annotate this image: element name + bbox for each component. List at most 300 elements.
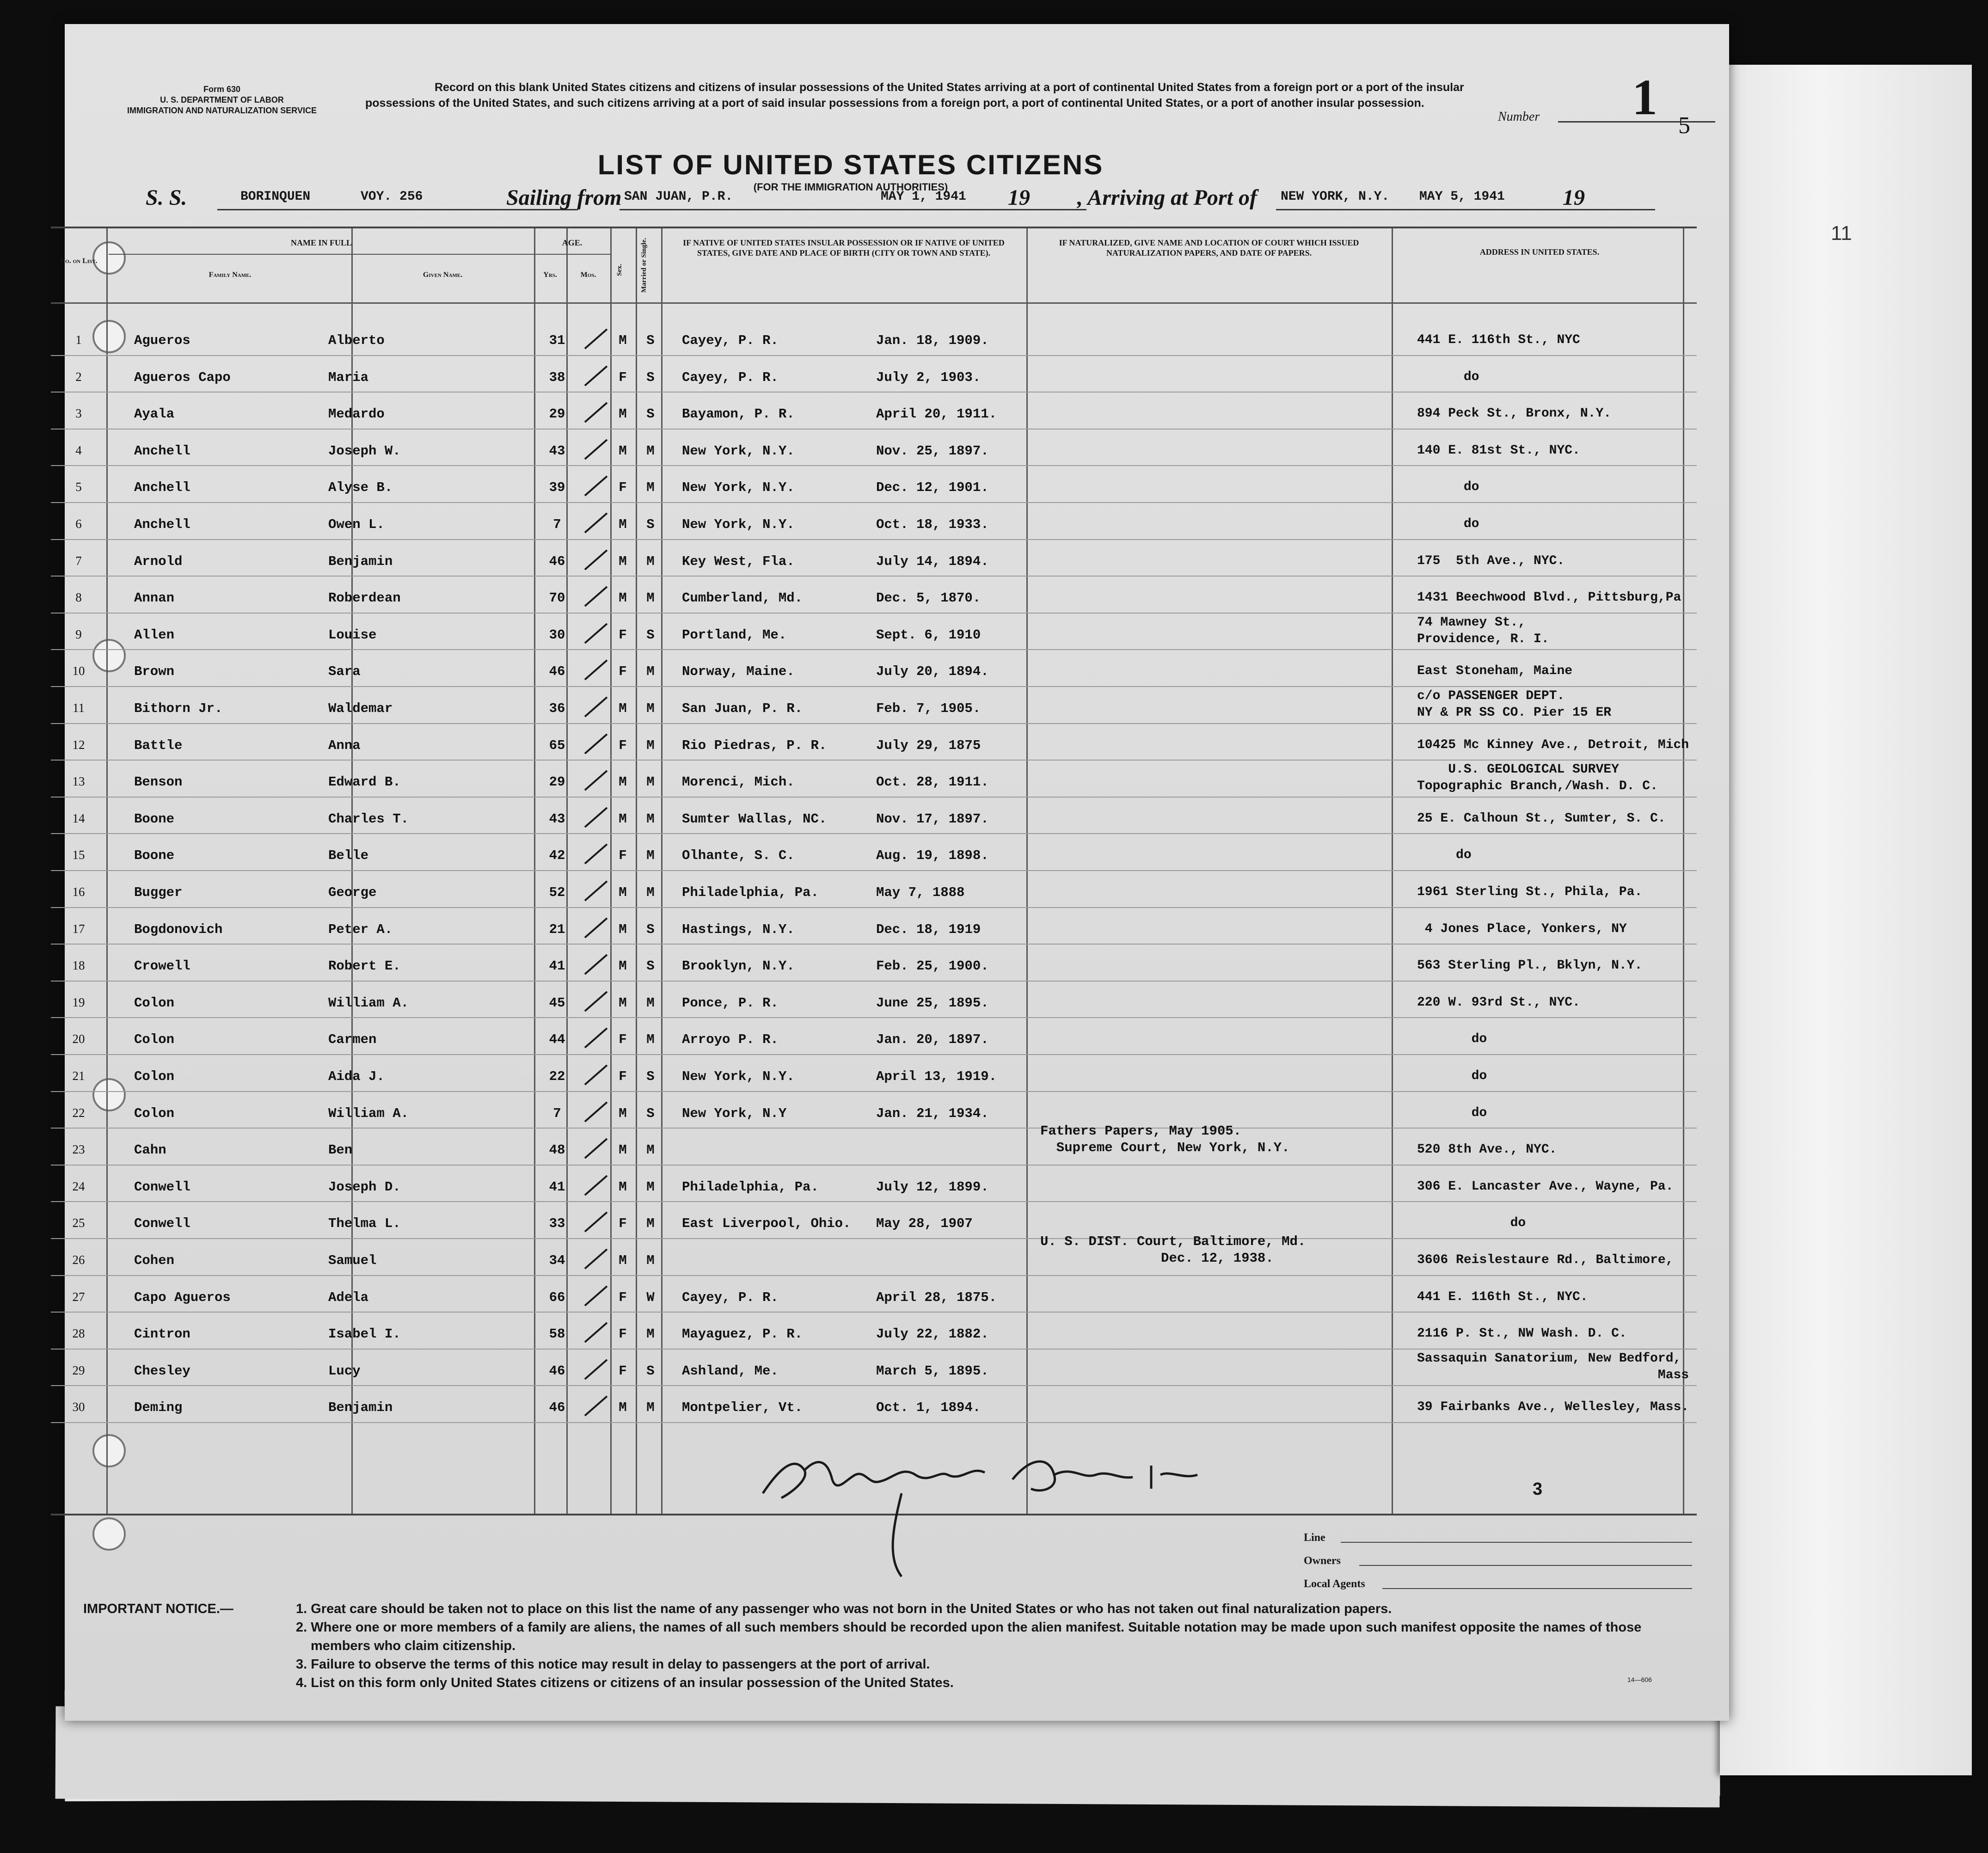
birth-place: New York, N.Y: [682, 1105, 787, 1121]
family-name: Allen: [134, 627, 175, 643]
notice-item: 2. Where one or more members of a family are aliens, the names of all such members should be recorded upon the alien manifest. Suitable notation may be made upon such manifest opposite the names of those members who claim citizenship.: [296, 1620, 1642, 1653]
form-number: Form 630: [203, 85, 241, 94]
family-name: Deming: [134, 1400, 183, 1416]
marital-status: M: [646, 664, 655, 680]
family-name: Brown: [134, 664, 175, 680]
given-name: Lucy: [328, 1363, 361, 1379]
age-years: 46: [549, 553, 565, 569]
table-row: [51, 577, 1697, 613]
age-years: 46: [549, 1400, 565, 1416]
row-number: 4: [75, 443, 82, 457]
marital-status: M: [646, 443, 655, 459]
sex-value: F: [619, 1032, 627, 1048]
sex-value: M: [619, 995, 627, 1011]
marital-status: M: [646, 1032, 655, 1048]
sex-value: M: [619, 517, 627, 532]
birth-place: Morenci, Mich.: [682, 774, 795, 790]
family-name: Cahn: [134, 1142, 166, 1158]
check-mark: [580, 1137, 617, 1160]
col-name-in-full: NAME IN FULL: [290, 238, 352, 247]
age-years: 34: [549, 1253, 565, 1268]
check-mark: [580, 1247, 617, 1270]
sex-value: F: [619, 664, 627, 680]
marital-status: S: [646, 369, 655, 385]
table-row: [51, 1123, 1697, 1165]
birth-place: Portland, Me.: [682, 627, 787, 643]
table-row: [51, 834, 1697, 871]
marital-status: M: [646, 737, 655, 753]
address: U.S. GEOLOGICAL SURVEY: [1417, 762, 1619, 777]
table-row: [51, 503, 1697, 540]
birth-place: Arroyo P. R.: [682, 1032, 779, 1048]
birth-date: Jan. 18, 1909.: [876, 333, 989, 348]
birth-date: July 12, 1899.: [876, 1179, 989, 1195]
family-name: Bithorn Jr.: [134, 701, 223, 716]
age-years: 31: [549, 333, 565, 348]
given-name: Robert E.: [328, 958, 401, 974]
record-instructions: Record on this blank United States citizens and citizens of insular possessions of the United States arriving at a port of continental United States from a foreign port or a port of the insular possessions of the United States, and such citizens arriving at a port of said insular possessions from a foreign port, a port of continental United States, or a port of another insular possession.: [365, 81, 1464, 110]
sex-value: F: [619, 737, 627, 753]
age-years: 33: [549, 1216, 565, 1232]
check-mark: [580, 953, 617, 976]
table-row: [51, 430, 1697, 466]
back-sheet: [1720, 65, 1972, 1775]
col-married: Married or Single.: [640, 238, 648, 293]
check-mark: [580, 1358, 617, 1381]
year-label: 19: [1563, 185, 1585, 210]
sex-value: M: [619, 1142, 627, 1158]
line-rule: [1341, 1542, 1692, 1543]
birth-date: Dec. 12, 1901.: [876, 480, 989, 496]
tally-mark: 3: [1533, 1479, 1543, 1499]
given-name: William A.: [328, 995, 409, 1011]
notice-item: 4. List on this form only United States citizens or citizens of an insular possession of the United States.: [296, 1675, 954, 1690]
birth-place: San Juan, P. R.: [682, 701, 803, 716]
row-number: 14: [72, 811, 85, 825]
margin-number: 11: [1831, 222, 1852, 245]
marital-status: M: [646, 1216, 655, 1232]
birth-date: Feb. 25, 1900.: [876, 958, 989, 974]
family-name: Colon: [134, 1105, 175, 1121]
arriving-label: , Arriving at Port of: [1077, 185, 1257, 210]
sex-value: M: [619, 958, 627, 974]
given-name: Aida J.: [328, 1069, 385, 1084]
signature: [754, 1438, 1308, 1586]
marital-status: M: [646, 701, 655, 716]
from-port: SAN JUAN, P.R.: [624, 190, 733, 204]
age-years: 29: [549, 774, 565, 790]
address-continued: Mass: [1417, 1368, 1689, 1382]
table-row: [51, 540, 1697, 577]
birth-place: Mayaguez, P. R.: [682, 1326, 803, 1342]
col-address: ADDRESS IN UNITED STATES.: [1479, 247, 1600, 257]
check-mark: [580, 1394, 617, 1417]
birth-place: Rio Piedras, P. R.: [682, 737, 827, 753]
address: c/o PASSENGER DEPT.: [1417, 689, 1565, 703]
given-name: Louise: [328, 627, 377, 643]
check-mark: [580, 916, 617, 939]
header-rule: [51, 302, 1697, 304]
birth-place: Hastings, N.Y.: [682, 921, 795, 937]
sex-value: F: [619, 1289, 627, 1305]
birth-place: Cayey, P. R.: [682, 1289, 779, 1305]
given-name: Maria: [328, 369, 369, 385]
table-row: [51, 724, 1697, 761]
check-mark: [580, 401, 617, 424]
birth-date: Sept. 6, 1910: [876, 627, 981, 643]
given-name: Alyse B.: [328, 480, 393, 496]
marital-status: M: [646, 1326, 655, 1342]
age-years: 36: [549, 701, 565, 716]
row-number: 24: [72, 1179, 85, 1193]
family-name: Capo Agueros: [134, 1289, 231, 1305]
age-years: 66: [549, 1289, 565, 1305]
check-mark: [580, 658, 617, 681]
table-row: [51, 908, 1697, 945]
row-number: 5: [75, 480, 82, 494]
address: do: [1417, 1216, 1526, 1231]
arrival-port: NEW YORK, N.Y.: [1281, 190, 1390, 204]
table-row: [51, 1234, 1697, 1276]
page-number: 5: [1678, 112, 1690, 139]
row-number: 16: [72, 885, 85, 899]
address: 2116 P. St., NW Wash. D. C.: [1417, 1326, 1627, 1341]
sex-value: M: [619, 1179, 627, 1195]
row-number: 25: [72, 1216, 85, 1230]
address: 74 Mawney St.,: [1417, 615, 1526, 630]
table-row: [51, 1202, 1697, 1239]
age-years: 45: [549, 995, 565, 1011]
col-birth: IF NATIVE OF UNITED STATES INSULAR POSSESSION OR IF NATIVE OF UNITED STATES, GIVE DATE AND PLACE OF BIRTH (CITY OR TOWN AND STATE).: [683, 238, 1005, 258]
birth-date: July 22, 1882.: [876, 1326, 989, 1342]
age-years: 42: [549, 848, 565, 864]
table-row: [51, 466, 1697, 503]
sex-value: M: [619, 774, 627, 790]
table-row: [51, 761, 1697, 797]
sex-value: M: [619, 811, 627, 827]
marital-status: M: [646, 811, 655, 827]
family-name: Conwell: [134, 1179, 190, 1195]
subheader-rule: [534, 254, 610, 255]
table-row: [51, 1350, 1697, 1386]
table-row: [51, 945, 1697, 981]
row-number: 18: [72, 958, 85, 973]
address: 140 E. 81st St., NYC.: [1417, 443, 1580, 458]
voyage-number: VOY. 256: [361, 190, 423, 204]
subheader-rule: [109, 254, 534, 255]
row-number: 27: [72, 1289, 85, 1304]
marital-status: M: [646, 1400, 655, 1416]
birth-date: July 20, 1894.: [876, 664, 989, 680]
check-mark: [580, 806, 617, 829]
sail-date: MAY 1, 1941: [881, 190, 966, 204]
given-name: Isabel I.: [328, 1326, 401, 1342]
col-age: AGE.: [562, 238, 583, 247]
table-row: [51, 687, 1697, 724]
table-row: [51, 1092, 1697, 1129]
age-years: 43: [549, 811, 565, 827]
birth-date: Dec. 5, 1870.: [876, 590, 981, 606]
signature-stroke: [1012, 1461, 1197, 1491]
family-name: Arnold: [134, 553, 183, 569]
underlying-sheet: [55, 1706, 1720, 1808]
table-row: [51, 1313, 1697, 1349]
marital-status: M: [646, 1179, 655, 1195]
birth-date: May 7, 1888: [876, 885, 965, 900]
birth-date: Oct. 18, 1933.: [876, 517, 989, 532]
row-number: 10: [72, 664, 85, 678]
age-years: 41: [549, 1179, 565, 1195]
voyage-line: [79, 180, 1660, 222]
birth-date: Nov. 25, 1897.: [876, 443, 989, 459]
given-name: Joseph D.: [328, 1179, 401, 1195]
address: 39 Fairbanks Ave., Wellesley, Mass.: [1417, 1400, 1689, 1415]
sex-value: F: [619, 1069, 627, 1084]
marital-status: M: [646, 553, 655, 569]
given-name: Peter A.: [328, 921, 393, 937]
age-years: 70: [549, 590, 565, 606]
birth-date: July 14, 1894.: [876, 553, 989, 569]
marital-status: S: [646, 333, 655, 348]
family-name: Cohen: [134, 1253, 175, 1268]
age-years: 46: [549, 1363, 565, 1379]
sex-value: F: [619, 848, 627, 864]
sex-value: F: [619, 480, 627, 496]
number-value: 1: [1632, 69, 1657, 125]
row-number: 11: [73, 701, 85, 715]
row-number: 22: [72, 1105, 85, 1120]
marital-status: M: [646, 1142, 655, 1158]
sailing-label: Sailing from: [506, 185, 622, 210]
punch-hole: [92, 1517, 126, 1551]
check-mark: [580, 1210, 617, 1233]
owners-label: Owners: [1304, 1555, 1341, 1567]
department: U. S. DEPARTMENT OF LABOR: [160, 95, 284, 104]
birth-place: Cayey, P. R.: [682, 333, 779, 348]
owners-rule: [1359, 1565, 1692, 1566]
birth-date: Oct. 28, 1911.: [876, 774, 989, 790]
age-years: 29: [549, 406, 565, 422]
check-mark: [580, 842, 617, 865]
check-mark: [580, 548, 617, 571]
address: do: [1417, 369, 1479, 384]
given-name: Carmen: [328, 1032, 377, 1048]
row-number: 17: [72, 921, 85, 936]
family-name: Colon: [134, 1069, 175, 1084]
marital-status: W: [646, 1289, 655, 1305]
table-row: [51, 393, 1697, 429]
table-row: [51, 356, 1697, 393]
birth-place: Philadelphia, Pa.: [682, 885, 819, 900]
naturalization-info: U. S. DIST. Court, Baltimore, Md. Dec. 12, 1938.: [1040, 1234, 1306, 1266]
age-years: 21: [549, 921, 565, 937]
address: 1431 Beechwood Blvd., Pittsburg,Pa: [1417, 590, 1681, 605]
given-name: Thelma L.: [328, 1216, 401, 1232]
address: 306 E. Lancaster Ave., Wayne, Pa.: [1417, 1179, 1674, 1194]
ship-name: BORINQUEN: [240, 190, 311, 204]
row-number: 12: [72, 737, 85, 752]
page-title: LIST OF UNITED STATES CITIZENS: [597, 149, 1104, 180]
given-name: Sara: [328, 664, 361, 680]
given-name: Owen L.: [328, 517, 385, 532]
given-name: Adela: [328, 1289, 369, 1305]
birth-date: Aug. 19, 1898.: [876, 848, 989, 864]
notice-item: 1. Great care should be taken not to place on this list the name of any passenger who was not born in the United States or who has not taken out final naturalization papers.: [296, 1601, 1392, 1616]
address: East Stoneham, Maine: [1417, 664, 1573, 679]
age-years: 30: [549, 627, 565, 643]
table-row: [51, 1166, 1697, 1202]
given-name: Ben: [328, 1142, 353, 1158]
age-years: 46: [549, 664, 565, 680]
check-mark: [580, 1100, 617, 1123]
row-number: 6: [75, 517, 82, 531]
col-family-name: Family Name.: [209, 271, 252, 279]
ss-label: S. S.: [146, 185, 187, 210]
marital-status: S: [646, 1069, 655, 1084]
sex-value: M: [619, 553, 627, 569]
given-name: Alberto: [328, 333, 385, 348]
arrival-underline: [1276, 209, 1651, 210]
birth-place: Norway, Maine.: [682, 664, 795, 680]
agents-rule: [1382, 1588, 1692, 1589]
given-name: Anna: [328, 737, 361, 753]
row-number: 3: [75, 406, 82, 421]
marital-status: M: [646, 590, 655, 606]
birth-place: Brooklyn, N.Y.: [682, 958, 795, 974]
sex-value: M: [619, 333, 627, 348]
row-number: 9: [75, 627, 82, 641]
marital-status: S: [646, 958, 655, 974]
row-number: 13: [72, 774, 85, 789]
row-number: 29: [72, 1363, 85, 1377]
check-mark: [580, 695, 617, 718]
birth-date: March 5, 1895.: [876, 1363, 989, 1379]
family-name: Bogdonovich: [134, 921, 223, 937]
number-label: Number: [1498, 110, 1540, 124]
age-years: 41: [549, 958, 565, 974]
given-name: Charles T.: [328, 811, 409, 827]
check-mark: [580, 879, 617, 902]
check-mark: [580, 585, 617, 608]
birth-place: Ashland, Me.: [682, 1363, 779, 1379]
given-name: Samuel: [328, 1253, 377, 1268]
family-name: Boone: [134, 848, 175, 864]
age-years: 44: [549, 1032, 565, 1048]
age-years: 22: [549, 1069, 565, 1084]
address: do: [1417, 480, 1479, 495]
row-number: 23: [72, 1142, 85, 1157]
birth-place: Montpelier, Vt.: [682, 1400, 803, 1416]
col-no: No. on List.: [60, 257, 98, 265]
address: 441 E. 116th St., NYC.: [1417, 1289, 1588, 1304]
address: 3606 Reislestaure Rd., Baltimore,: [1417, 1253, 1674, 1267]
check-mark: [580, 327, 617, 350]
row-number: 30: [72, 1400, 85, 1414]
col-sex: Sex.: [616, 264, 623, 276]
check-mark: [580, 1063, 617, 1086]
birth-place: Philadelphia, Pa.: [682, 1179, 819, 1195]
address: 220 W. 93rd St., NYC.: [1417, 995, 1580, 1010]
age-years: 48: [549, 1142, 565, 1158]
notice-items: [296, 1600, 1701, 1692]
marital-status: M: [646, 995, 655, 1011]
address: do: [1417, 1069, 1487, 1083]
row-number: 15: [72, 848, 85, 862]
marital-status: S: [646, 627, 655, 643]
check-mark: [580, 1174, 617, 1197]
page-subtitle: (FOR THE IMMIGRATION AUTHORITIES): [753, 181, 948, 193]
family-name: Ayala: [134, 406, 175, 422]
family-name: Crowell: [134, 958, 190, 974]
col-given-name: Given Name.: [423, 271, 463, 279]
birth-date: April 28, 1875.: [876, 1289, 997, 1305]
check-mark: [580, 438, 617, 461]
address: 441 E. 116th St., NYC: [1417, 333, 1580, 347]
sex-value: F: [619, 1363, 627, 1379]
address-continued: NY & PR SS CO. Pier 15 ER: [1417, 706, 1612, 720]
given-name: George: [328, 885, 377, 900]
marital-status: M: [646, 1253, 655, 1268]
age-years: 39: [549, 480, 565, 496]
notice-heading: IMPORTANT NOTICE.—: [83, 1601, 233, 1616]
marital-status: M: [646, 885, 655, 900]
birth-place: Key West, Fla.: [682, 553, 795, 569]
address: do: [1417, 1032, 1487, 1047]
table-row: [51, 1386, 1697, 1423]
address: 25 E. Calhoun St., Sumter, S. C.: [1417, 811, 1666, 826]
year-underline: [1595, 209, 1655, 210]
sex-value: F: [619, 1326, 627, 1342]
address-continued: Providence, R. I.: [1417, 632, 1549, 646]
birth-date: July 2, 1903.: [876, 369, 981, 385]
sex-value: M: [619, 1400, 627, 1416]
arrival-date: MAY 5, 1941: [1419, 190, 1505, 204]
check-mark: [580, 474, 617, 497]
check-mark: [580, 769, 617, 792]
table-row: [51, 1018, 1697, 1055]
birth-place: Cumberland, Md.: [682, 590, 803, 606]
birth-place: New York, N.Y.: [682, 443, 795, 459]
col-yrs: Yrs.: [543, 271, 557, 279]
given-name: Belle: [328, 848, 369, 864]
birth-place: Bayamon, P. R.: [682, 406, 795, 422]
family-name: Battle: [134, 737, 183, 753]
family-name: Agueros: [134, 333, 190, 348]
sex-value: F: [619, 627, 627, 643]
sex-value: M: [619, 885, 627, 900]
sex-value: M: [619, 921, 627, 937]
row-number: 1: [75, 333, 82, 347]
naturalization-info: Fathers Papers, May 1905. Supreme Court, New York, N.Y.: [1040, 1123, 1290, 1156]
sex-value: M: [619, 443, 627, 459]
given-name: Medardo: [328, 406, 385, 422]
notice-item: 3. Failure to observe the terms of this notice may result in delay to passengers at the port of arrival.: [296, 1657, 930, 1672]
family-name: Anchell: [134, 443, 190, 459]
birth-date: May 28, 1907: [876, 1216, 973, 1232]
birth-date: April 13, 1919.: [876, 1069, 997, 1084]
birth-date: July 29, 1875: [876, 737, 981, 753]
check-mark: [580, 1026, 617, 1049]
birth-date: Feb. 7, 1905.: [876, 701, 981, 716]
marital-status: M: [646, 774, 655, 790]
address: 4 Jones Place, Yonkers, NY: [1417, 921, 1627, 936]
family-name: Annan: [134, 590, 175, 606]
family-name: Cintron: [134, 1326, 190, 1342]
check-mark: [580, 511, 617, 534]
age-years: 65: [549, 737, 565, 753]
birth-date: Jan. 21, 1934.: [876, 1105, 989, 1121]
signature-stroke: [763, 1462, 985, 1577]
